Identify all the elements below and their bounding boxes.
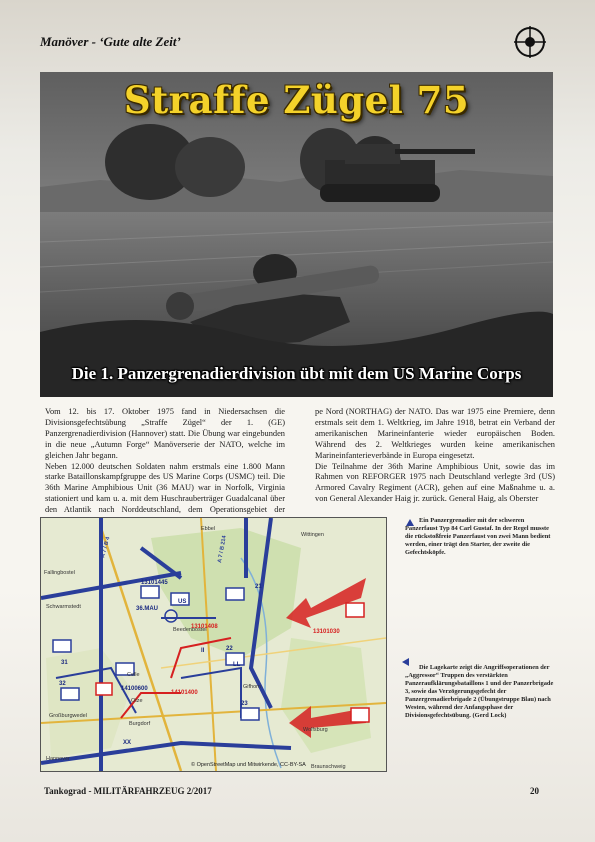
map-unit-label: XX <box>123 740 132 746</box>
map-place-label: Otze <box>131 698 143 704</box>
map-unit-label: US <box>178 599 187 605</box>
map-place-label: Hannover <box>46 756 70 762</box>
map-unit-label: 13101408 <box>191 624 218 630</box>
map-unit-label: 14101400 <box>171 690 198 696</box>
map-graphic <box>41 518 386 771</box>
map-caption <box>405 664 555 720</box>
paragraph: Neben 12.000 deutschen Soldaten nahm erstmals eine 1.800 Mann starke Bataillonskampfgruppe des US Marine Corps (USMC) teil. Die 36th Marine Amphibious Unit (36 MAU) war in Norfolk, Virginia stationiert und kam u. a. mit dem Huschrauberträger Guadalcanal über den Atlantik nach Norddeutschland, dem Operationsgebiet der <box>45 461 285 515</box>
compass-crosshair-icon <box>513 25 547 59</box>
map-place-label: Großburgwedel <box>49 713 87 719</box>
map-place-label: Beedenbostel <box>173 627 207 633</box>
map-place-label: Fallingbostel <box>44 570 75 576</box>
map-route-label: A 7 / B 214 <box>217 535 228 564</box>
map-place-label: Gifhorn <box>243 684 262 690</box>
map-unit-label: II <box>201 648 205 654</box>
map-unit-label: 14100600 <box>121 686 148 692</box>
map-unit-label: 22 <box>226 646 233 652</box>
hero-photo <box>40 72 553 397</box>
map-place-label: Wolfsburg <box>303 727 328 733</box>
paragraph: Vom 12. bis 17. Oktober 1975 fand in Niedersachsen die Divisionsgefechtsübung „Straffe Zügel“ der 1. (GE) Panzergrenadierdivision (Hannover) statt. Die Übung war eingebunden in die neue „Autumn Forge“ Manöverserie der NATO, welche im gleichen Jahr begann. <box>45 407 285 460</box>
map-unit-label: 23 <box>241 701 248 707</box>
photo-caption-text: Ein Panzergrenadier mit der schweren Panzerfaust Typ 84 Carl Gustaf. In der Regel musste die rückstoßfreie Panzerfaust von zwei Mann bedient werden, einer trägt den Starter, der zweite die Gefechtsköpfe. <box>405 517 551 556</box>
map-unit-label: 13101030 <box>313 629 340 635</box>
photo-caption <box>405 517 555 557</box>
map-unit-label: 32 <box>59 681 66 687</box>
map-place-label: Wittingen <box>301 532 324 538</box>
article-title: Straffe Zügel 75 <box>123 78 470 122</box>
situation-map <box>40 517 387 772</box>
map-unit-label: 13101445 <box>141 580 168 586</box>
map-place-label: Celle <box>127 672 140 678</box>
section-title: Manöver - ‘Gute alte Zeit’ <box>40 34 181 49</box>
map-place-label: Ebbel <box>201 526 216 532</box>
map-caption-text: Die Lagekarte zeigt die Angriffsoperationen der „Aggressor“ Truppen des verstärkten Panzeraufklärungsbataillons 1 und der Panzerbrigade 3, sowie das Verzögerungsgefecht der Panzergrenadierbrigade 2 (Übungstruppe Blau) nach Westen, während der Anfangsphase der Divisionsgefechtsübung. (Gerd Lock) <box>405 664 554 719</box>
map-place-label: Braunschweig <box>311 764 346 770</box>
map-credit: © OpenStreetMap und Mitwirkende, CC-BY-SA <box>191 762 306 768</box>
paragraph: pe Nord (NORTHAG) der NATO. Das war 1975 eine Premiere, denn erstmals seit dem 1. Weltkrieg, im Jahre 1918, betrat ein Verband der amerikanischen Marineinfanterie wieder europäischen Boden. Während des 2. Weltkrieges wurden keine amerikanischen Marineinfanterieverbände in Europa eingesetzt. <box>315 407 555 460</box>
map-unit-label: 21 <box>255 584 262 590</box>
article-subtitle: Die 1. Panzergrenadierdivision übt mit dem US Marine Corps <box>71 364 522 383</box>
map-unit-label: 36.MAU <box>136 606 159 612</box>
map-unit-label: LL <box>233 662 241 668</box>
map-route-label: A 7 / B 4 <box>100 536 112 559</box>
article-column-right <box>315 407 555 505</box>
map-unit-label: 31 <box>61 660 68 666</box>
page-number: 20 <box>530 786 539 796</box>
paragraph: Die Teilnahme der 36th Marine Amphibious Unit, sowie das im Rahmen von REFORGER 1975 nach Deutschland verlegte 3rd (US) Armored Cavalry Regiment (ACR), gehen auf eine Maßnahme u. a. von General Alexander Haig jr. zurück. General Haig, als Oberster <box>315 461 555 504</box>
map-place-label: Schwarmstedt <box>46 604 81 610</box>
map-place-label: Burgdorf <box>129 721 151 727</box>
article-column-left <box>45 407 285 527</box>
footer-publication: Tankograd - MILITÄRFAHRZEUG 2/2017 <box>44 786 212 796</box>
